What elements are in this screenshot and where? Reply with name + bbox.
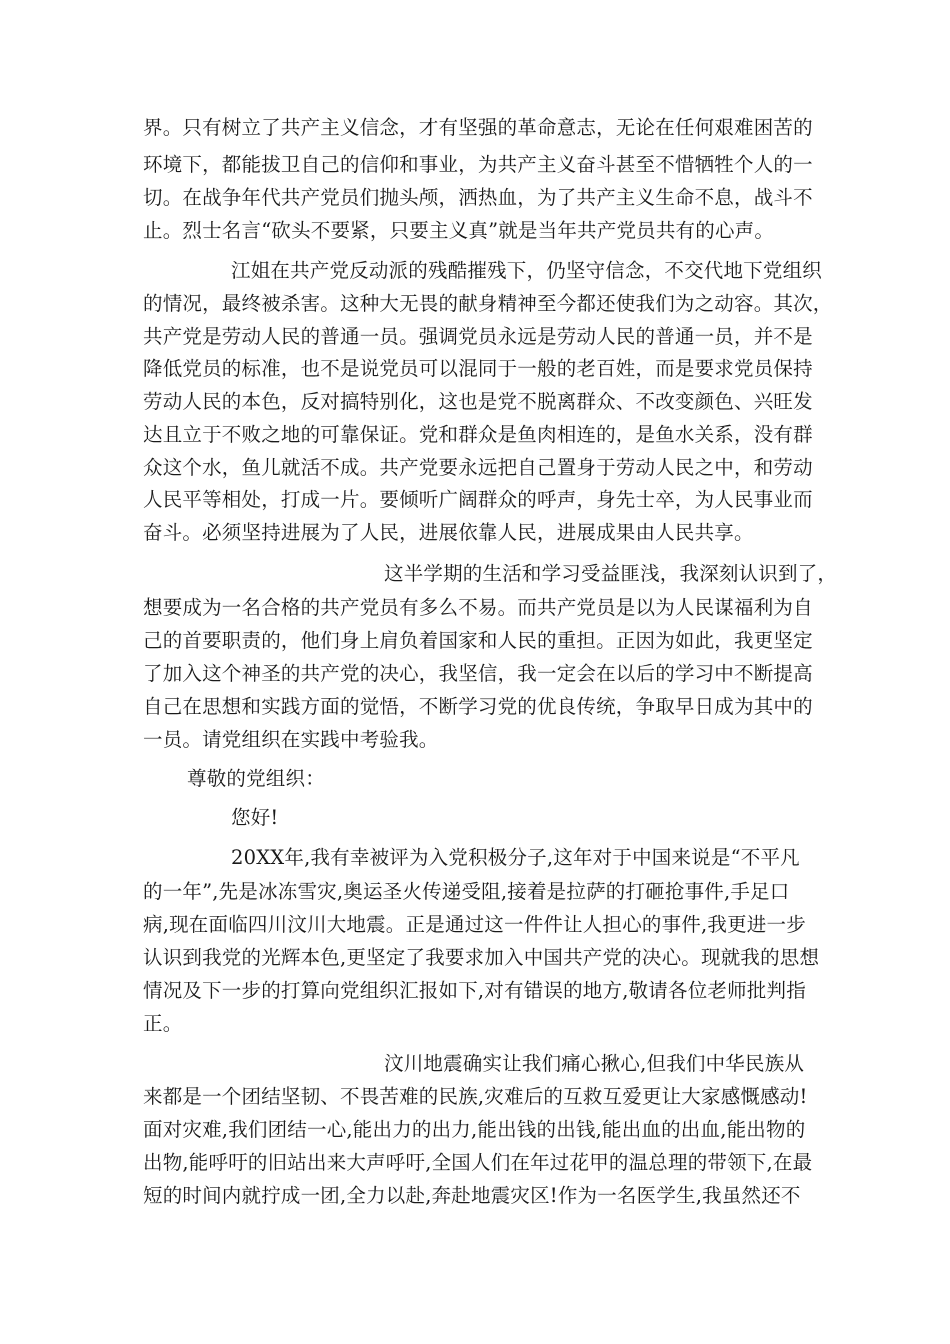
text-line: 劳动人民的本色，反对搞特别化，这也是党不脱离群众、不改变颜色、兴旺发 (143, 390, 813, 413)
text-line: 众这个水，鱼儿就活不成。共产党要永远把自己置身于劳动人民之中，和劳动 (143, 456, 813, 479)
salutation: 尊敬的党组织： (187, 767, 325, 790)
text-line: 降低党员的标准，也不是说党员可以混同于一般的老百姓，而是要求党员保持 (143, 357, 813, 380)
text-line: 奋斗。必须坚持进展为了人民，进展依靠人民，进展成果由人民共享。 (143, 521, 754, 544)
text-line: 来都是一个团结坚韧、不畏苦难的民族,灾难后的互救互爱更让大家感慨感动! (143, 1085, 808, 1108)
text-line: 面对灾难,我们团结一心,能出力的出力,能出钱的出钱,能出血的出血,能出物的 (143, 1118, 806, 1141)
text-line: 达且立于不败之地的可靠保证。党和群众是鱼肉相连的，是鱼水关系，没有群 (143, 423, 813, 446)
text-line: 己的首要职责的，他们身上肩负着国家和人民的重担。正因为如此，我更坚定 (143, 629, 813, 652)
text-line: 短的时间内就拧成一团,全力以赴,奔赴地震灾区!作为一名医学生,我虽然还不 (143, 1184, 801, 1207)
text-line: 想要成为一名合格的共产党员有多么不易。而共产党员是以为人民谋福利为自 (143, 596, 813, 619)
text-line: 切。在战争年代共产党员们抛头颅，洒热血，为了共产主义生命不息，战斗不 (143, 186, 813, 209)
paragraph-first-line: 汶川地震确实让我们痛心揪心,但我们中华民族从 (384, 1052, 805, 1075)
paragraph-first-line: 江姐在共产党反动派的残酷摧残下，仍坚守信念，不交代地下党组织 (231, 259, 823, 282)
text-line: 界。只有树立了共产主义信念，才有坚强的革命意志，无论在任何艰难困苦的 (143, 116, 813, 139)
text-line: 止。烈士名言“砍头不要紧，只要主义真”就是当年共产党员共有的心声。 (143, 219, 775, 242)
text-line: 了加入这个神圣的共产党的决心，我坚信，我一定会在以后的学习中不断提高 (143, 662, 813, 685)
text-line: 的一年”,先是冰冻雪灾,奥运圣火传递受阻,接着是拉萨的打砸抢事件,手足口 (143, 880, 790, 903)
text-line: 共产党是劳动人民的普通一员。强调党员永远是劳动人民的普通一员，并不是 (143, 325, 813, 348)
greeting: 您好! (231, 806, 279, 829)
text-line: 环境下，都能拔卫自己的信仰和事业，为共产主义奋斗甚至不惜牺牲个人的一 (143, 153, 813, 176)
paragraph-first-line: 这半学期的生活和学习受益匪浅，我深刻认识到了， (384, 562, 838, 585)
text-line: 一员。请党组织在实践中考验我。 (143, 728, 439, 751)
text-line: 认识到我党的光辉本色,更坚定了我要求加入中国共产党的决心。现就我的思想 (143, 946, 820, 969)
paragraph-first-line: 20XX年,我有幸被评为入党积极分子,这年对于中国来说是“不平凡 (231, 846, 800, 869)
text-line: 人民平等相处，打成一片。要倾听广阔群众的呼声，身先士卒，为人民事业而 (143, 488, 813, 511)
text-line: 自己在思想和实践方面的觉悟，不断学习党的优良传统，争取早日成为其中的 (143, 695, 813, 718)
text-line: 正。 (143, 1012, 183, 1035)
text-line: 病,现在面临四川汶川大地震。正是通过这一件件让人担心的事件,我更进一步 (143, 913, 806, 936)
text-line: 的情况，最终被杀害。这种大无畏的献身精神至今都还使我们为之动容。其次， (143, 292, 833, 315)
text-line: 情况及下一步的打算向党组织汇报如下,对有错误的地方,敬请各位老师批判指 (143, 979, 806, 1002)
text-line: 出物,能呼吁的旧站出来大声呼吁,全国人们在年过花甲的温总理的带领下,在最 (143, 1151, 813, 1174)
